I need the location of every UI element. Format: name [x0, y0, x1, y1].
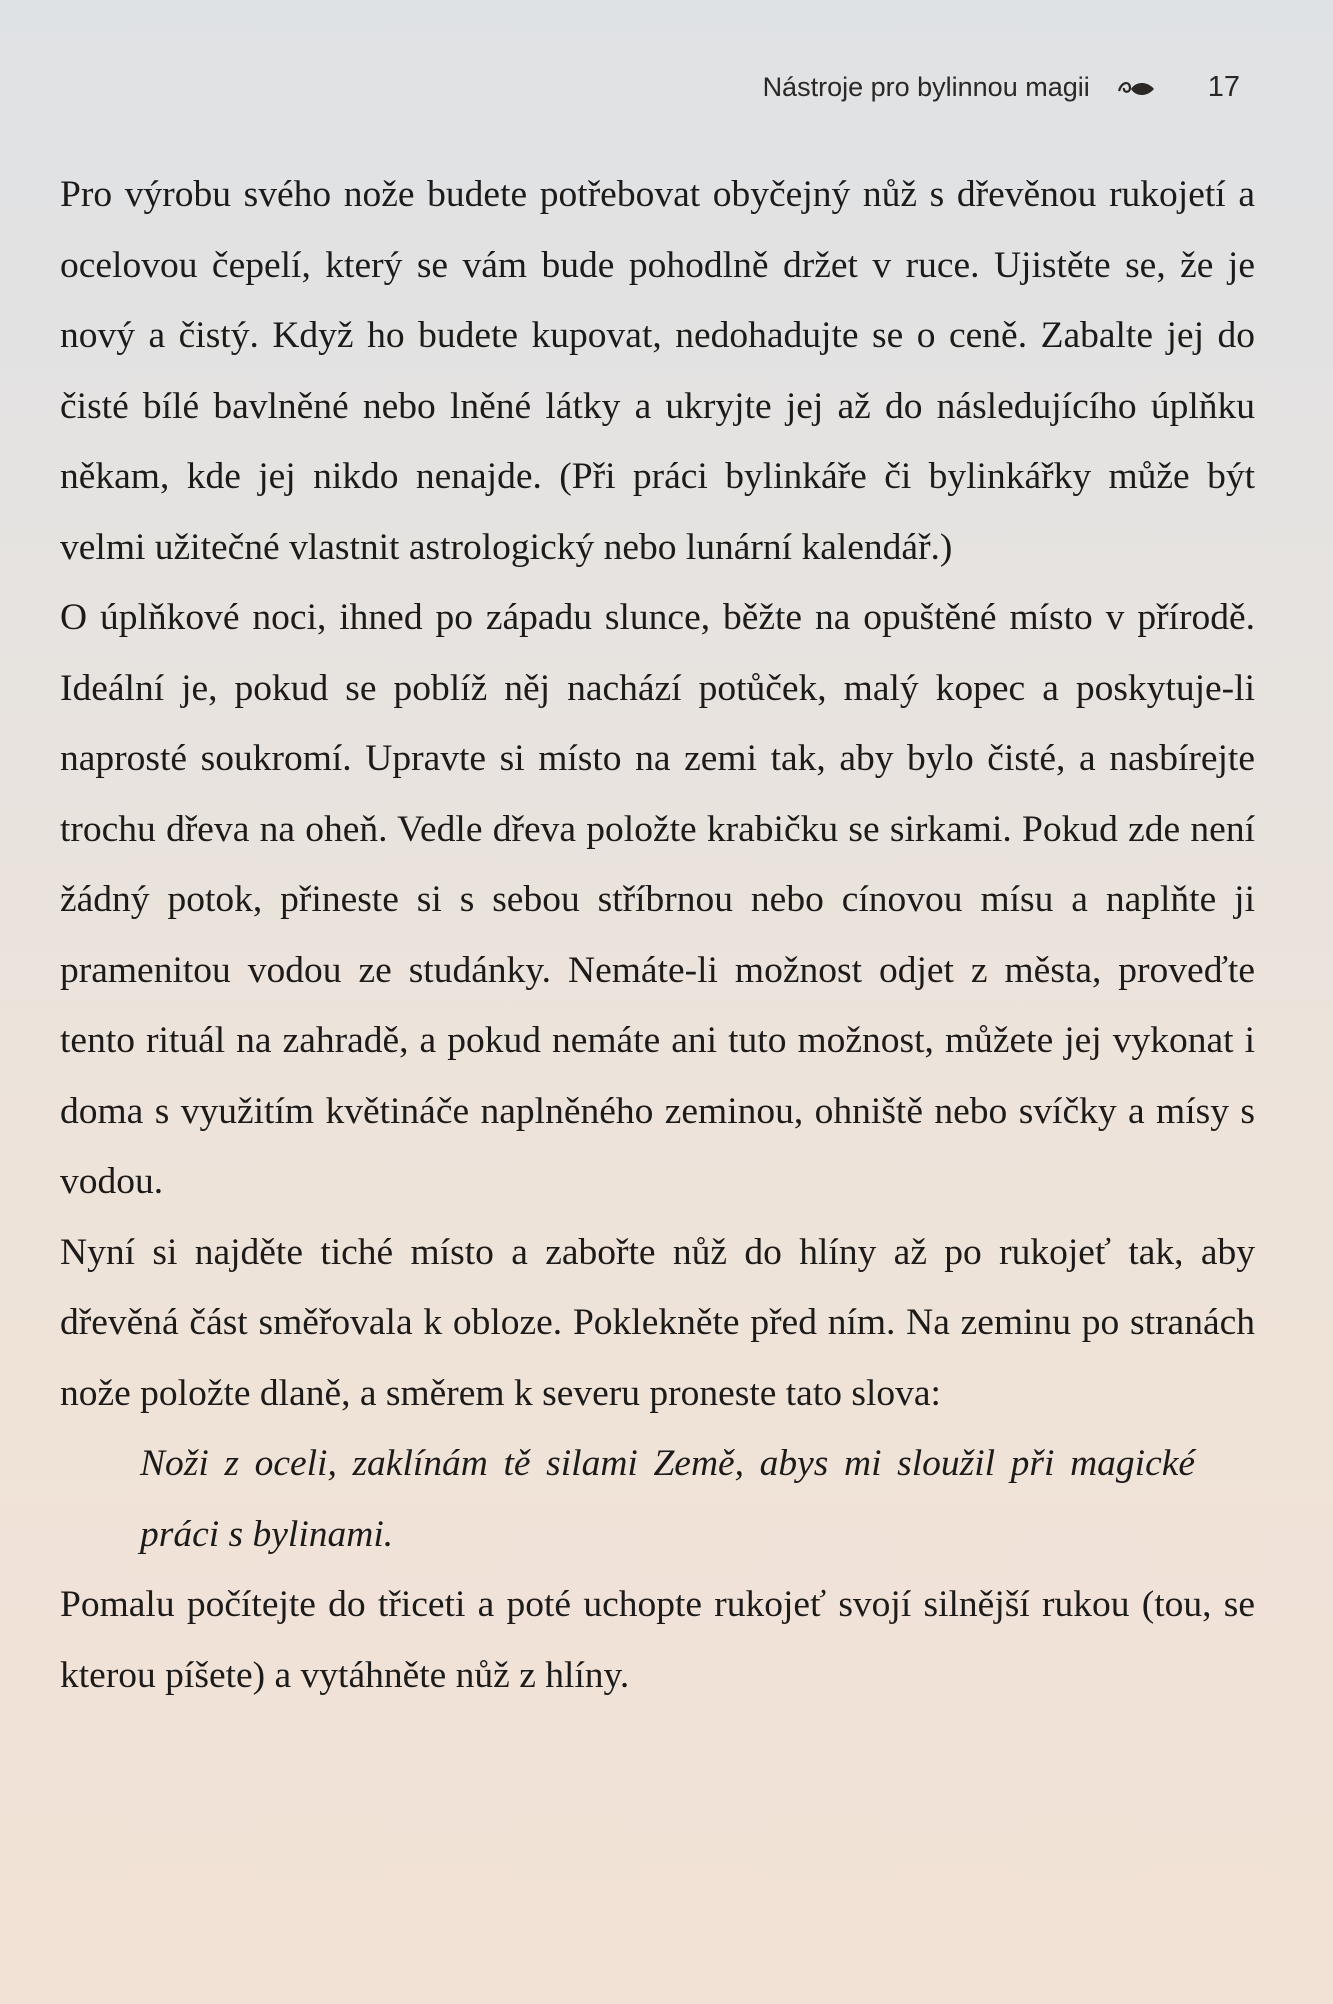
page-number: 17 [1207, 70, 1240, 103]
leaf-ornament-icon [1116, 76, 1156, 98]
paragraph-bury-knife: Nyní si najděte tiché místo a zabořte nůž do hlíny až po rukojeť tak, aby dřevěná část směřovala k obloze. Poklekněte před ním. Na zeminu po stranách nože položte dlaně, a směrem k severu proneste tato slova: [60, 1231, 1255, 1414]
paragraph-full-moon-place: O úplňkové noci, ihned po západu slunce, běžte na opuštěné místo v přírodě. Ideální je, pokud se poblíž něj nachází potůček, malý kopec a poskytuje-li naprosté soukromí. Upravte si místo na zemi tak, aby bylo čisté, a nasbírejte trochu dřeva na oheň. Vedle dřeva položte krabičku se sirkami. Pokud zde není žádný potok, přineste si s sebou stříbrnou nebo cínovou mísu a naplňte ji pramenitou vodou ze studánky. Nemáte-li možnost odjet z města, proveďte tento rituál na zahradě, a pokud nemáte ani tuto možnost, můžete jej vykonat i doma s využitím květináče naplněného zeminou, ohniště nebo svíčky a mísy s vodou. [60, 597, 1255, 1202]
running-title: Nástroje pro bylinnou magii [762, 71, 1090, 102]
paragraph-knife-preparation: Pro výrobu svého nože budete potřebovat obyčejný nůž s dřevěnou rukojetí a ocelovou čepelí, který se vám bude pohodlně držet v ruce. Ujistěte se, že je nový a čistý. Když ho budete kupovat, nedohadujte se o ceně. Zabalte jej do čisté bílé bavlněné nebo lněné látky a ukryjte jej až do následujícího úplňku někam, kde jej nikdo nenajde. (Při práci bylinkáře či bylinkářky může být velmi užitečné vlastnit astrologický nebo lunární kalendář.) [60, 174, 1255, 568]
body-text [60, 160, 1255, 1711]
paragraph-closing: Pomalu počítejte do třiceti a poté uchopte rukojeť svojí silnější rukou (tou, se kterou píšete) a vytáhněte nůž z hlíny. [60, 1584, 1255, 1696]
incantation-quote: Noži z oceli, zaklínám tě silami Země, abys mi sloužil při magické práci s bylinami. [140, 1443, 1195, 1555]
running-header [600, 62, 1240, 112]
